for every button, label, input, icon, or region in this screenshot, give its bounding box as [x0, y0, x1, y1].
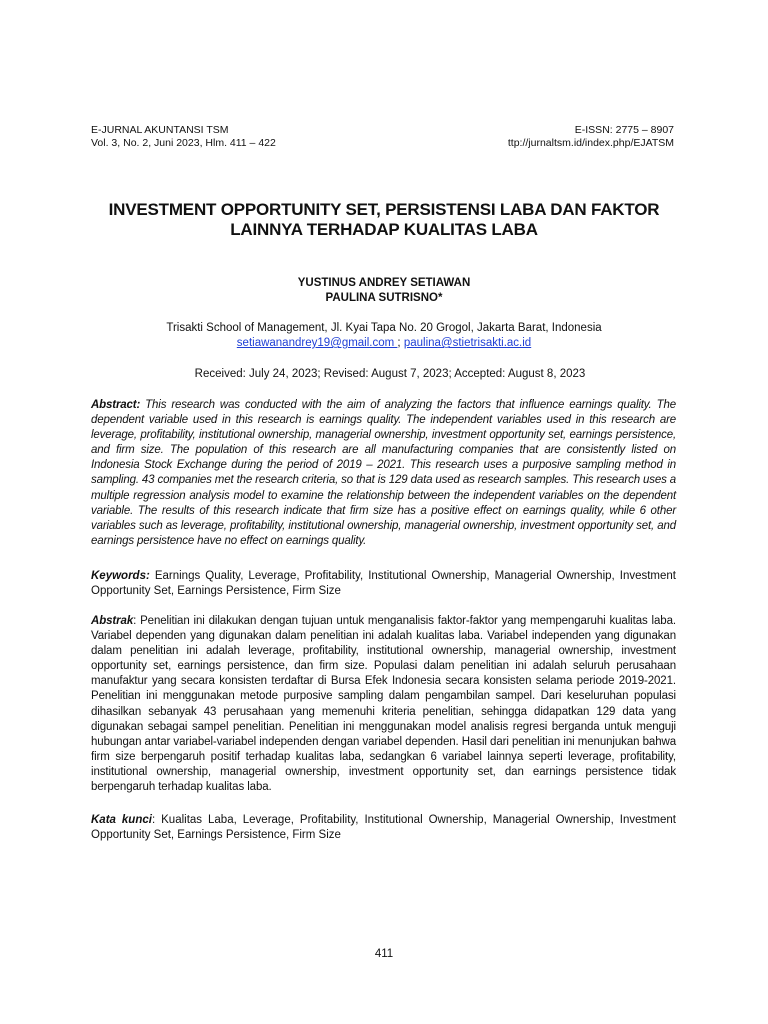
keywords-text: Earnings Quality, Leverage, Profitability, Institutional Ownership, Managerial Ownership, Investment Opportunity Set, Earnings Persistence, Firm Size: [91, 570, 676, 598]
abstrak-label: Abstrak: [91, 615, 134, 627]
journal-name: E-JURNAL AKUNTANSI TSM: [91, 124, 229, 136]
email-line: [60, 336, 708, 351]
abstrak-text: : Penelitian ini dilakukan dengan tujuan untuk menganalisis faktor-faktor yang mempengaruhi kualitas laba. Variabel dependen yang digunakan dalam penelitian ini adalah kualitas laba. Variabel independen yang digunakan dalam penelitian ini adalah leverage, profitability, institutional ownership, managerial ownership, investment opportunity set, earnings persistence, dan firm size. Populasi dalam penelitian ini adalah seluruh perusahaan manufaktur yang secara konsisten terdaftar di Bursa Efek Indonesia secara konsisten selama periode 2019-2021. Penelitian ini menggunakan metode purposive sampling dalam pengambilan sampel. Dari keseluruhan populasi dihasilkan sebanyak 43 perusahaan yang memenuhi kriteria penelitian, sehingga didapatkan 129 data yang digunakan sebagai sampel penelitian. Penelitian ini menggunakan model analisis regresi berganda untuk menguji hubungan antar variabel-variabel independen dengan variabel dependen. Hasil dari penelitian ini menunjukan bahwa firm size berpengaruh positif terhadap kualitas laba, sedangkan 6 variabel lainnya seperti leverage, profitability, institutional ownership, managerial ownership, investment opportunity set, dan earnings persistence tidak berpengaruh terhadap kualitas laba.: [91, 615, 676, 794]
email-link-2[interactable]: paulina@stietrisakti.ac.id: [403, 337, 532, 349]
abstract-label: Abstract:: [91, 399, 141, 411]
email-link-1[interactable]: setiawanandrey19@gmail.com: [236, 337, 398, 349]
affiliation-block: [60, 321, 708, 351]
abstract-indonesian: [91, 614, 676, 795]
author-2: PAULINA SUTRISNO*: [325, 292, 443, 304]
journal-url[interactable]: ttp://jurnaltsm.id/index.php/EJATSM: [507, 137, 674, 149]
affiliation: Trisakti School of Management, Jl. Kyai Tapa No. 20 Grogol, Jakarta Barat, Indonesia: [166, 322, 602, 334]
journal-issn: E-ISSN: 2775 – 8907: [574, 124, 674, 136]
katakunci-text: : Kualitas Laba, Leverage, Profitability, Institutional Ownership, Managerial Ownership, Investment Opportunity Set, Earnings Persistence, Firm Size: [91, 814, 676, 842]
received-dates: Received: July 24, 2023; Revised: August 7, 2023; Accepted: August 8, 2023: [194, 368, 586, 380]
keywords-label: Keywords:: [91, 570, 150, 582]
author-list: [60, 276, 708, 306]
katakunci-label: Kata kunci: [91, 814, 152, 826]
journal-header-right: [508, 124, 674, 150]
keywords-indonesian: [91, 813, 676, 843]
journal-volume: Vol. 3, No. 2, Juni 2023, Hlm. 411 – 422: [91, 137, 276, 149]
title-line-2: LAINNYA TERHADAP KUALITAS LABA: [230, 220, 538, 239]
abstract-english: [91, 398, 676, 549]
title-line-1: INVESTMENT OPPORTUNITY SET, PERSISTENSI LABA DAN FAKTOR: [108, 200, 660, 219]
page-number: 411: [374, 948, 394, 960]
email-separator: ;: [397, 337, 401, 349]
journal-header-left: [91, 124, 276, 150]
author-1: YUSTINUS ANDREY SETIAWAN: [297, 277, 471, 289]
paper-title: [60, 200, 708, 240]
keywords-english: [91, 569, 676, 599]
abstract-text: This research was conducted with the aim of analyzing the factors that influence earnings quality. The dependent variable used in this research is earnings quality. The independent variables used in this research are leverage, profitability, institutional ownership, managerial ownership, investment opportunity set, earnings persistence, and firm size. The population of this research are all manufacturing companies that are consistently listed on Indonesia Stock Exchange during the period of 2019 – 2021. This research uses a purposive sampling method in sampling. 43 companies met the research criteria, so that is 129 data used as research samples. This research uses a multiple regression analysis model to examine the relationship between the independent variables on the dependent variable. The results of this research indicate that firm size has a positive effect on earnings quality, while 6 other variables such as leverage, profitability, institutional ownership, managerial ownership, investment opportunity set, and earnings persistence have no effect on earnings quality.: [91, 399, 676, 547]
